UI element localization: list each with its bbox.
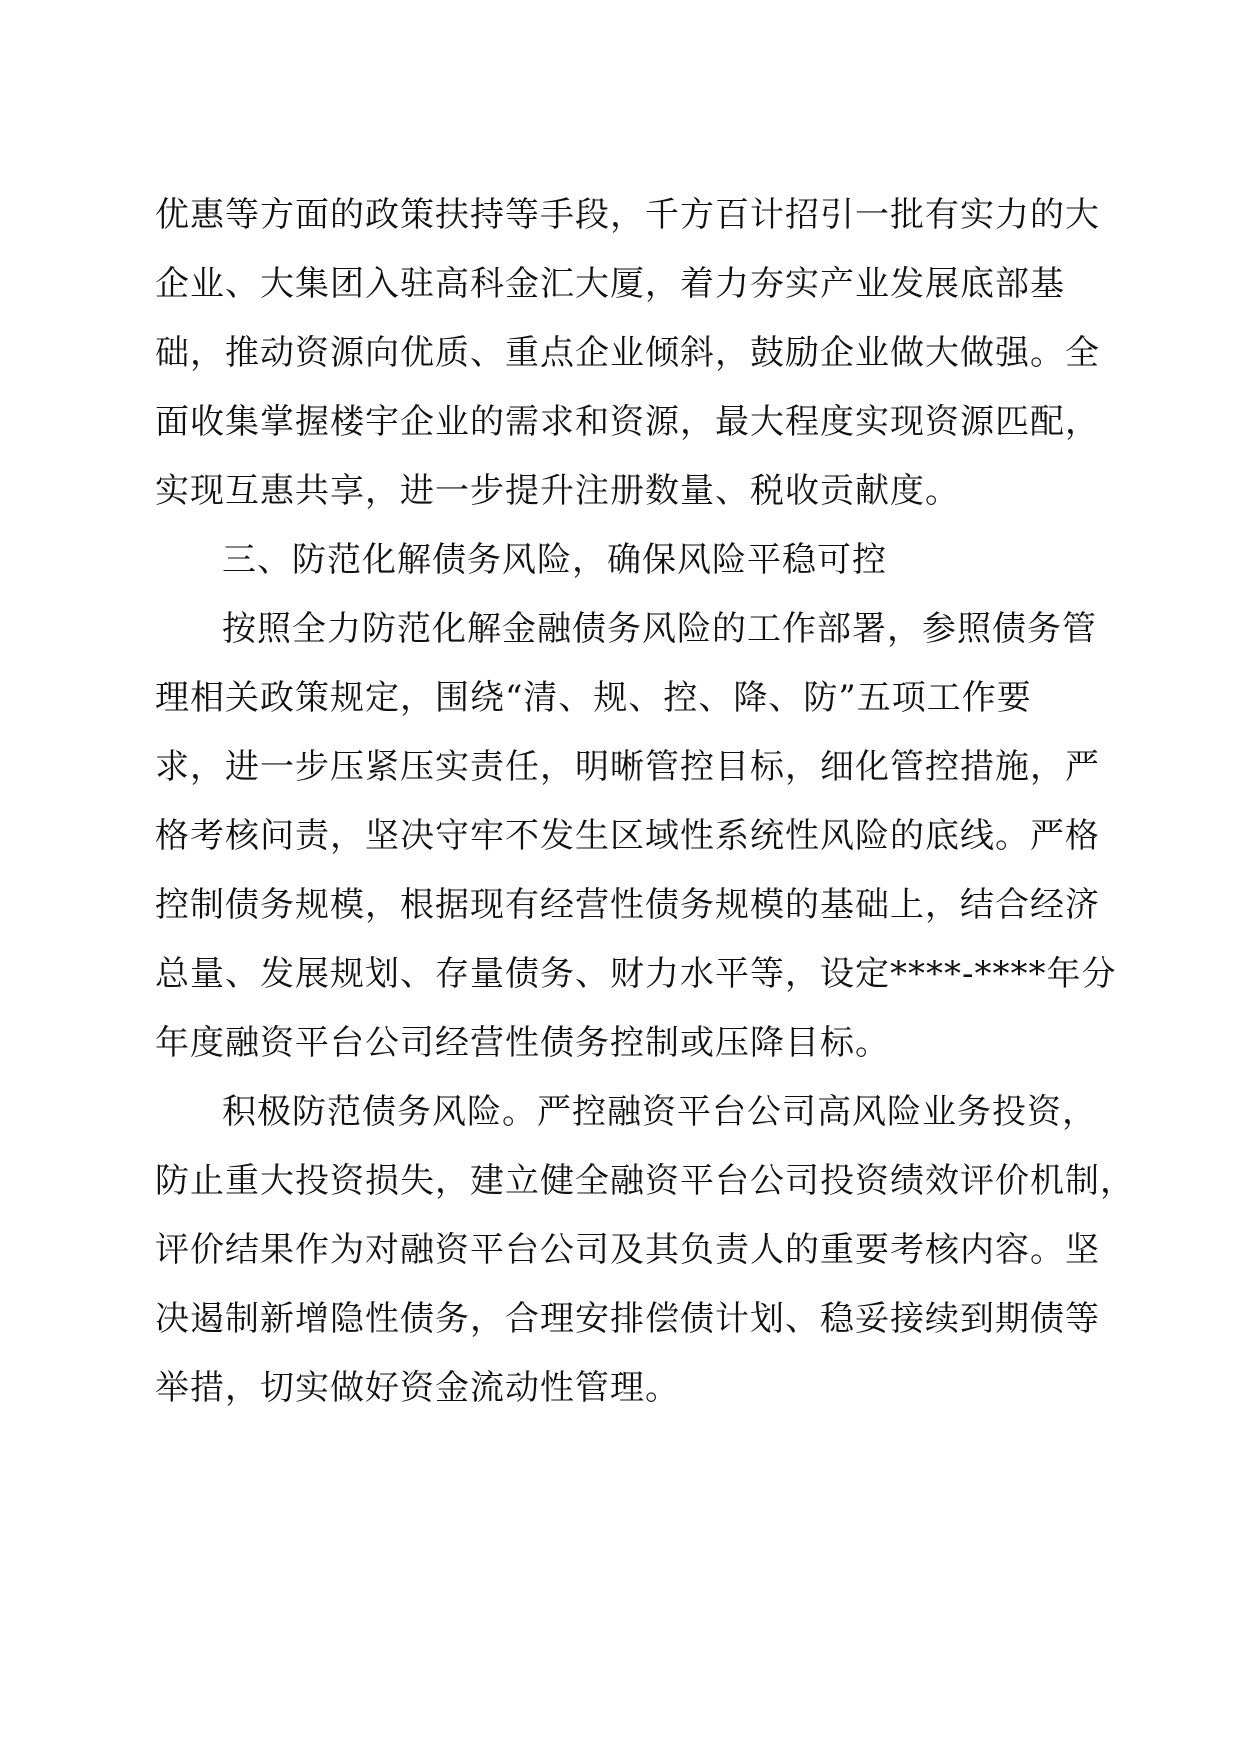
paragraph-line: 防止重大投资损失，建立健全融资平台公司投资绩效评价机制， bbox=[155, 1161, 1135, 1201]
paragraph-line: 举措，切实做好资金流动性管理。 bbox=[155, 1368, 680, 1408]
paragraph-line: 年度融资平台公司经营性债务控制或压降目标。 bbox=[155, 1023, 890, 1063]
paragraph-line: 评价结果作为对融资平台公司及其负责人的重要考核内容。坚 bbox=[155, 1230, 1100, 1270]
paragraph-line: 优惠等方面的政策扶持等手段，千方百计招引一批有实力的大 bbox=[155, 195, 1100, 235]
paragraph-line: 格考核问责，坚决守牢不发生区域性系统性风险的底线。严格 bbox=[155, 816, 1100, 856]
paragraph-line: 理相关政策规定，围绕“清、规、控、降、防”五项工作要 bbox=[155, 678, 1032, 718]
paragraph-line: 按照全力防范化解金融债务风险的工作部署，参照债务管 bbox=[222, 609, 1097, 649]
paragraph-line: 积极防范债务风险。严控融资平台公司高风险业务投资， bbox=[222, 1092, 1097, 1132]
section-heading: 三、防范化解债务风险，确保风险平稳可控 bbox=[222, 540, 887, 580]
paragraph-line: 求，进一步压紧压实责任，明晰管控目标，细化管控措施，严 bbox=[155, 747, 1100, 787]
paragraph-line: 总量、发展规划、存量债务、财力水平等，设定****-****年分 bbox=[155, 954, 1117, 994]
paragraph-line: 面收集掌握楼宇企业的需求和资源，最大程度实现资源匹配， bbox=[155, 402, 1100, 442]
paragraph-line: 础，推动资源向优质、重点企业倾斜，鼓励企业做大做强。全 bbox=[155, 333, 1100, 373]
paragraph-line: 决遏制新增隐性债务，合理安排偿债计划、稳妥接续到期债等 bbox=[155, 1299, 1100, 1339]
paragraph-line: 企业、大集团入驻高科金汇大厦，着力夯实产业发展底部基 bbox=[155, 264, 1065, 304]
paragraph-line: 实现互惠共享，进一步提升注册数量、税收贡献度。 bbox=[155, 471, 960, 511]
paragraph-line: 控制债务规模，根据现有经营性债务规模的基础上，结合经济 bbox=[155, 885, 1100, 925]
